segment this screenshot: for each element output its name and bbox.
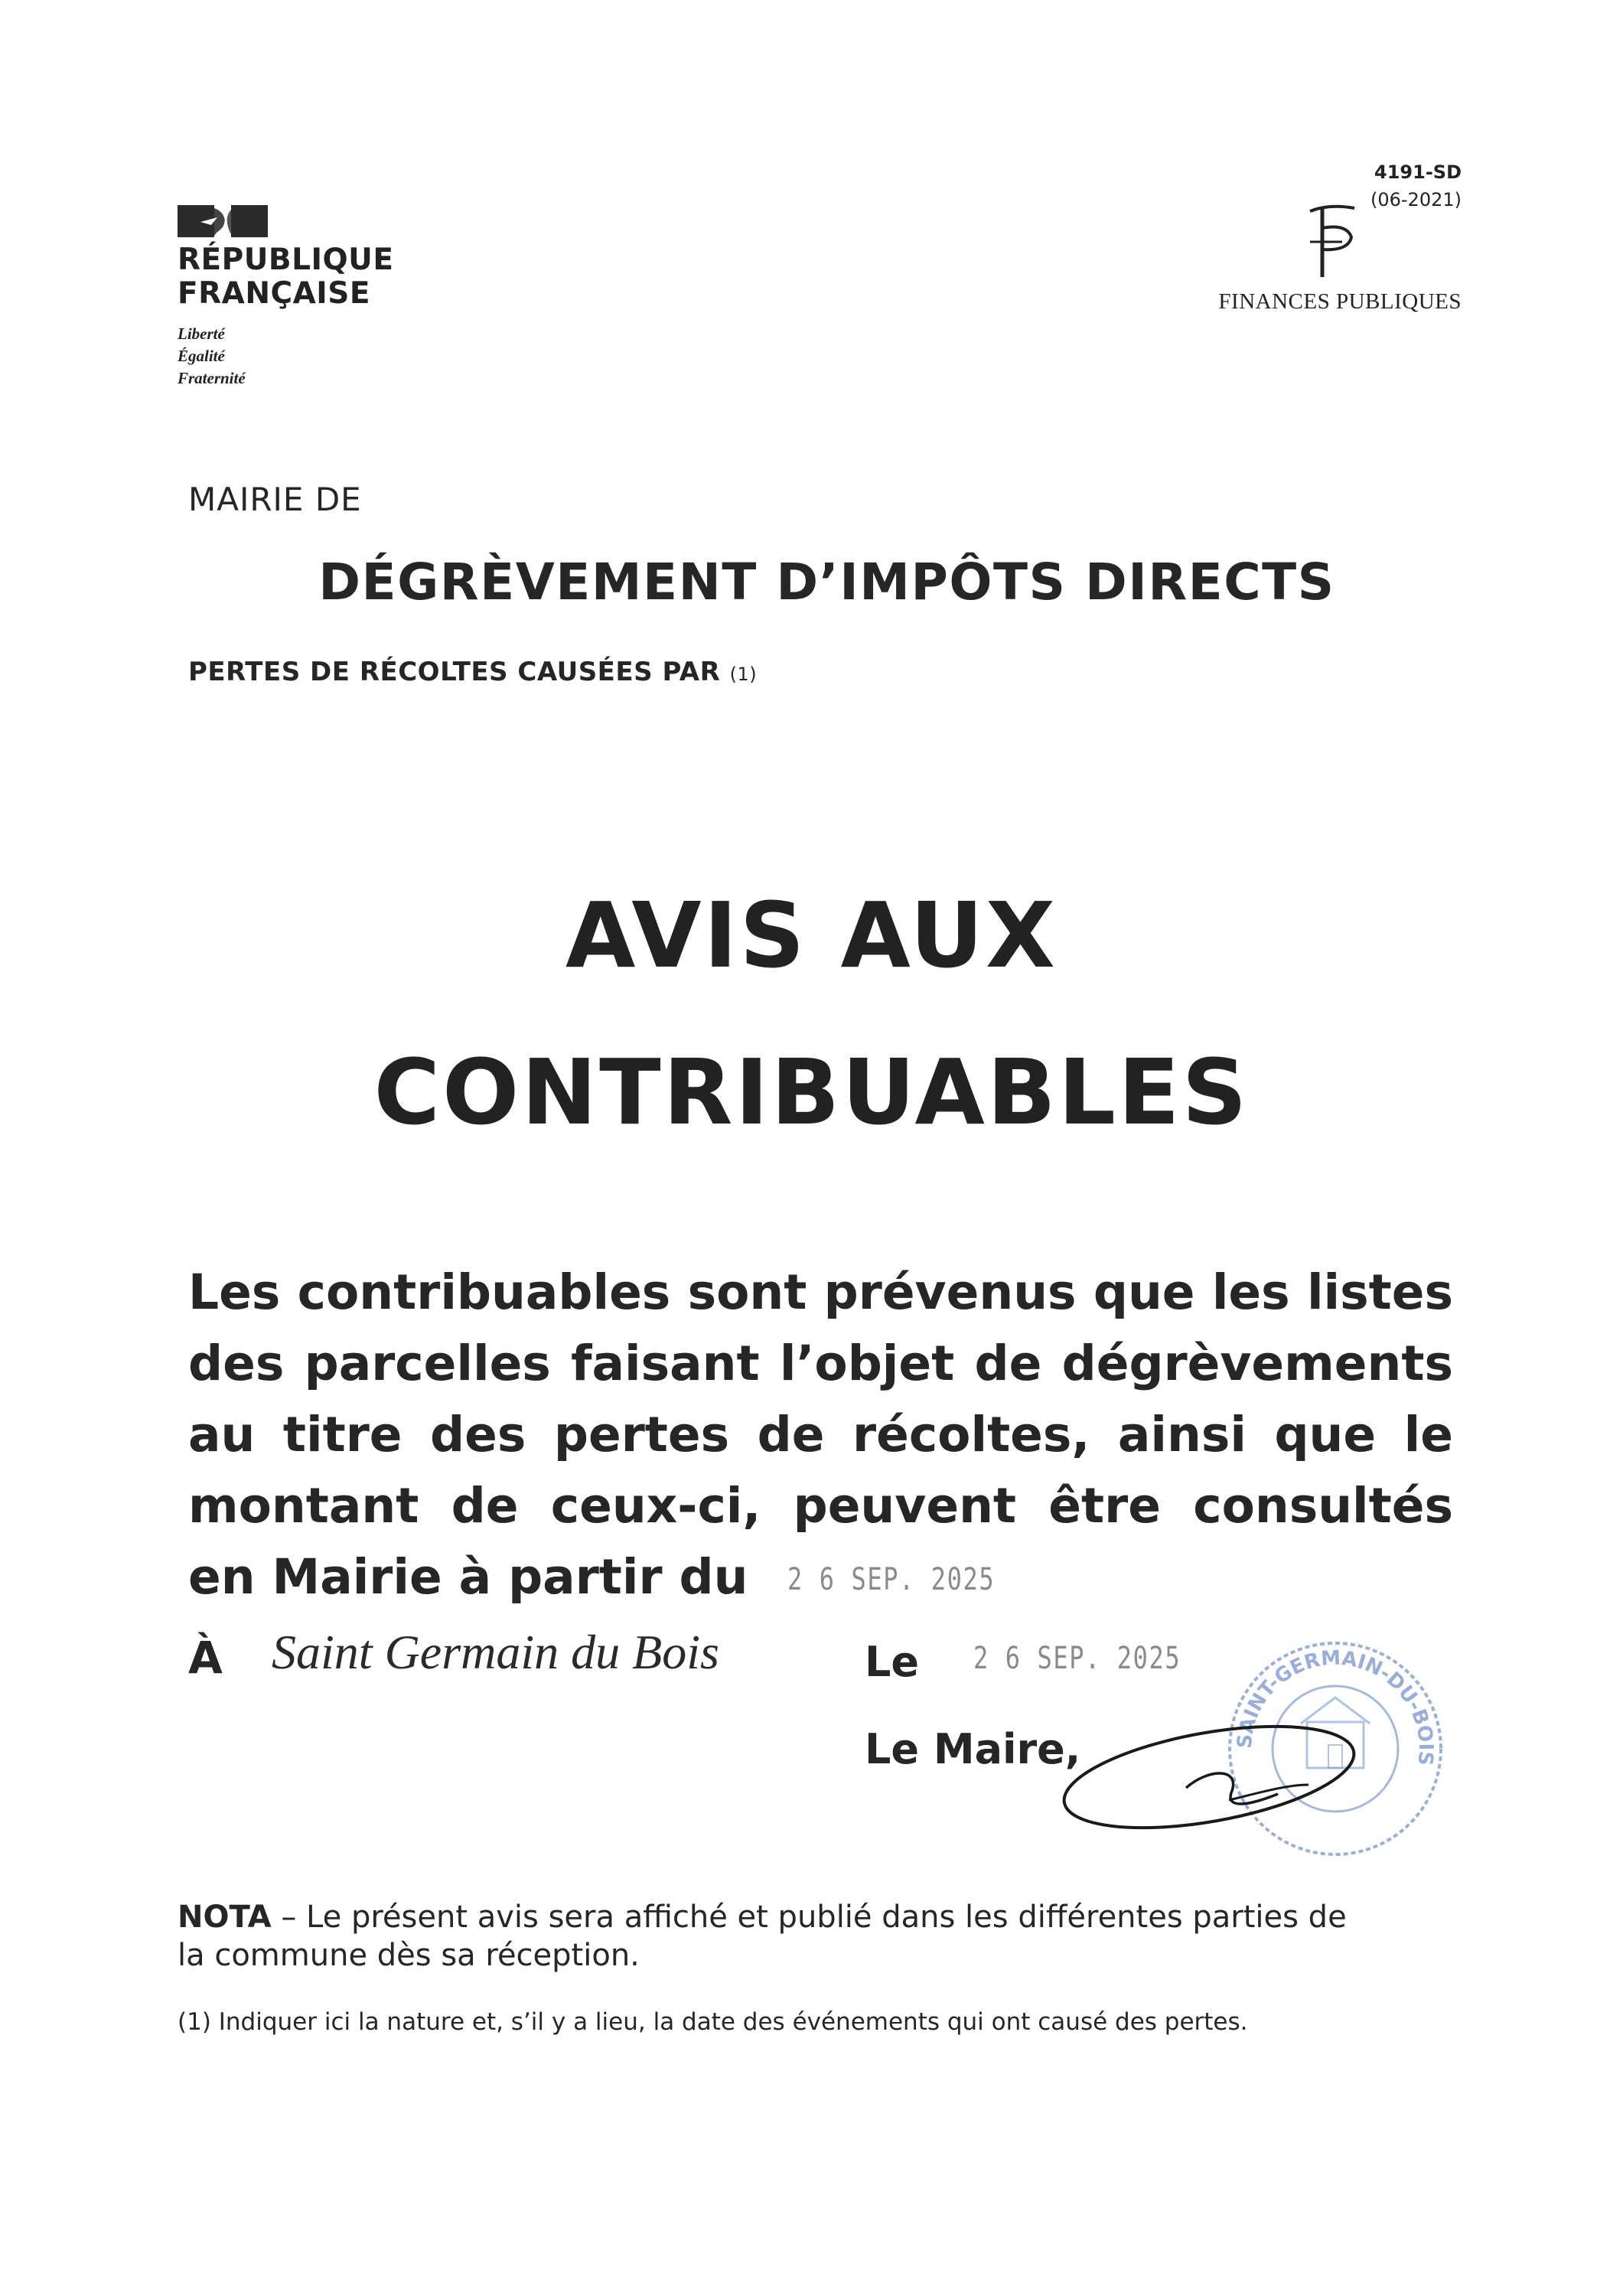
place-handwritten-text: Saint Germain du Bois: [272, 1625, 719, 1679]
nota-paragraph: [178, 1898, 1371, 1975]
nota-key: NOTA: [178, 1900, 272, 1935]
consultation-date-stamp: 2 6 SEP. 2025: [787, 1562, 996, 1598]
date-label: Le: [865, 1638, 920, 1686]
notice-body: [188, 1257, 1453, 1616]
motto-egalite: Égalité: [178, 347, 225, 365]
notice-body-text: Les contribuables sont prévenus que les listes des parcelles faisant l’objet de dégrèvements au titre des pertes de récoltes, ainsi que le montant de ceux-ci, peuvent être consultés en Mairie à partir du: [188, 1264, 1453, 1605]
finances-publiques-label: FINANCES PUBLIQUES: [1218, 289, 1462, 314]
signature-date-stamp: 2 6 SEP. 2025: [973, 1641, 1181, 1676]
mairie-label: MAIRIE DE: [188, 481, 362, 518]
motto-liberte: Liberté: [178, 325, 225, 343]
nota-text: – Le présent avis sera affiché et publié dans les différentes parties de la commune dès sa réception.: [178, 1900, 1347, 1973]
republique-francaise-logo: [178, 205, 268, 237]
place-label: À: [188, 1632, 223, 1684]
republic-motto: [178, 323, 246, 390]
mayor-signature: [1056, 1714, 1362, 1837]
sub-heading-text: PERTES DE RÉCOLTES CAUSÉES PAR: [188, 657, 721, 687]
mayor-label: Le Maire,: [865, 1725, 1081, 1773]
sub-heading: [188, 657, 757, 687]
main-heading: DÉGRÈVEMENT D’IMPÔTS DIRECTS: [318, 553, 1335, 612]
form-reference: [1370, 158, 1462, 214]
republic-line-2: FRANÇAISE: [178, 276, 371, 311]
footnote-ref: (1): [729, 664, 758, 685]
notice-title: [0, 857, 1623, 1171]
place-handwritten: [264, 1615, 754, 1699]
republique-francaise-name: [178, 243, 393, 311]
footnote: (1) Indiquer ici la nature et, s’il y a lieu, la date des événements qui ont causé des pertes.: [178, 2008, 1248, 2036]
form-version: (06-2021): [1370, 189, 1462, 210]
finances-publiques-logo: [1287, 197, 1371, 282]
republic-line-1: RÉPUBLIQUE: [178, 243, 394, 277]
motto-fraternite: Fraternité: [178, 369, 246, 387]
seal-text: SAINT-GERMAIN-DU-BOIS: [1233, 1646, 1438, 1767]
notice-title-line-1: AVIS AUX: [565, 882, 1058, 988]
notice-title-line-2: CONTRIBUABLES: [373, 1039, 1250, 1145]
form-code: 4191-SD: [1374, 161, 1462, 183]
